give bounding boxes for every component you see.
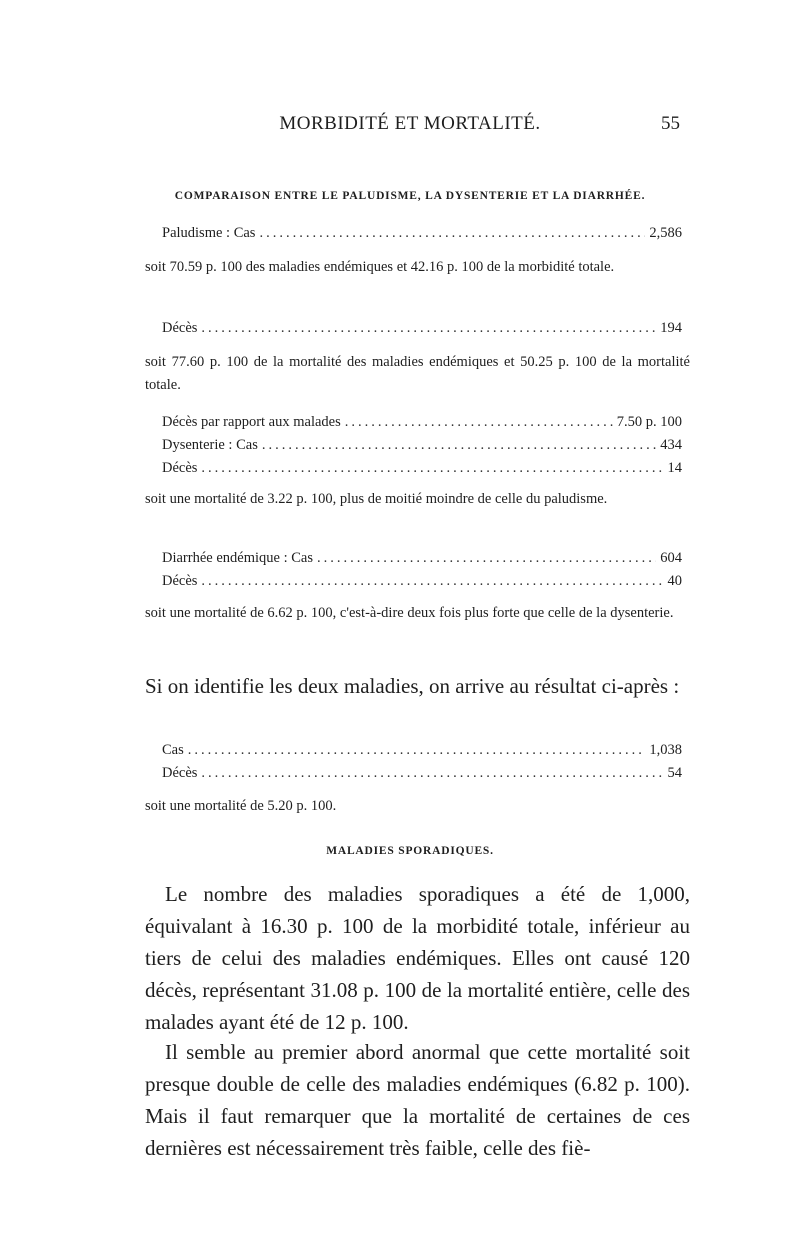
line-label: Décès	[162, 320, 198, 336]
paludisme-cas-line	[162, 225, 682, 242]
paludisme-deces-paragraph: soit 77.60 p. 100 de la mortalité des maladies endémiques et 50.25 p. 100 de la mortalité totale.	[145, 354, 690, 393]
line-value: 1,038	[649, 742, 682, 758]
identification-paragraph: Si on identifie les deux maladies, on arrive au résultat ci-après :	[145, 674, 680, 698]
page-header	[140, 113, 680, 139]
line-label: Dysenterie : Cas	[162, 437, 258, 453]
leader-dots	[201, 320, 656, 337]
leader-dots	[259, 225, 645, 242]
line-value: 54	[667, 765, 682, 781]
leader-dots	[317, 550, 656, 567]
leader-dots	[201, 573, 663, 590]
line-label: Décès	[162, 460, 198, 476]
deces-rapport-line	[162, 414, 682, 431]
line-value: 14	[667, 460, 682, 476]
diarrhee-cas-line	[162, 550, 682, 567]
sporadiques-paragraph-1: Le nombre des maladies sporadiques a été de 1,000, équivalant à 16.30 p. 100 de la morbidité totale, inférieur au tiers de celui des maladies endémiques. Elles ont causé 120 décès, représentant 31.08 p. 100 de la mortalité entière, celle des malades ayant été de 12 p. 100.	[145, 882, 690, 1034]
line-label: Décès	[162, 573, 198, 589]
line-value: 40	[667, 573, 682, 589]
line-label: Décès	[162, 765, 198, 781]
line-label: Décès par rapport aux malades	[162, 414, 341, 430]
dysenterie-paragraph: soit une mortalité de 3.22 p. 100, plus de moitié moindre de celle du paludisme.	[145, 491, 608, 507]
section-title-comparaison: COMPARAISON ENTRE LE PALUDISME, LA DYSENTERIE ET LA DIARRHÉE.	[174, 190, 646, 202]
leader-dots	[201, 460, 663, 477]
line-value: 2,586	[649, 225, 682, 241]
diarrhee-deces-line	[162, 573, 682, 590]
line-label: Cas	[162, 742, 184, 758]
dysenterie-deces-line	[162, 460, 682, 477]
combined-paragraph: soit une mortalité de 5.20 p. 100.	[145, 798, 337, 814]
diarrhee-paragraph: soit une mortalité de 6.62 p. 100, c'est-à-dire deux fois plus forte que celle de la dysenterie.	[145, 605, 674, 621]
line-value: 194	[660, 320, 682, 336]
leader-dots	[188, 742, 646, 759]
line-label: Paludisme : Cas	[162, 225, 256, 241]
line-label: Diarrhée endémique : Cas	[162, 550, 313, 566]
leader-dots	[262, 437, 656, 454]
line-value: 604	[660, 550, 682, 566]
paludisme-cas-paragraph: soit 70.59 p. 100 des maladies endémiques et 42.16 p. 100 de la morbidité totale.	[145, 259, 615, 275]
combined-cas-line	[162, 742, 682, 759]
dysenterie-cas-line	[162, 437, 682, 454]
running-title: MORBIDITÉ ET MORTALITÉ.	[279, 113, 541, 134]
line-value: 434	[660, 437, 682, 453]
leader-dots	[345, 414, 613, 431]
section-title-sporadiques: MALADIES SPORADIQUES.	[326, 845, 494, 857]
page-number: 55	[661, 113, 680, 134]
leader-dots	[201, 765, 663, 782]
line-value: 7.50 p. 100	[616, 414, 682, 430]
sporadiques-paragraph-2: Il semble au premier abord anormal que cette mortalité soit presque double de celle des maladies endémiques (6.82 p. 100). Mais il faut remarquer que la mortalité de certaines de ces dernières est nécessairement très faible, celle des fiè-	[145, 1040, 690, 1160]
combined-deces-line	[162, 765, 682, 782]
paludisme-deces-line	[162, 320, 682, 337]
